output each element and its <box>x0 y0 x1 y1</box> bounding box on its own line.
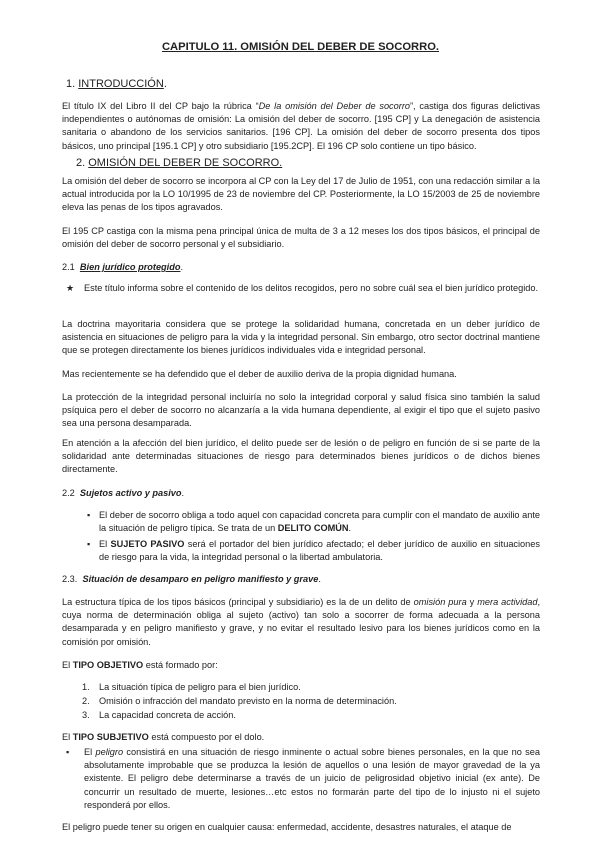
text-run: será el portador del bien jurídico afectado; el deber jurídico de auxilio en situaciones de riesgo para la vida, la integridad personal o la libertad ambulatoria. <box>99 539 540 563</box>
subsection-heading-2-1 <box>62 262 183 272</box>
list-item-text: La capacidad concreta de acción. <box>99 710 236 720</box>
paragraph-historia: La omisión del deber de socorro se incorpora al CP con la Ley del 17 de Julio de 1951, con una redacción similar a la actual introducida por la LO 10/1995 de 23 de noviembre del CP. Posteriormente, la LO 15/2003 de 25 de noviembre eleva las penas de los tipos agravados. <box>62 176 540 213</box>
list-number: 3. <box>82 710 90 720</box>
paragraph-doctrina: La doctrina mayoritaria considera que se protege la solidaridad humana, concretada en un deber jurídico de asistencia en situaciones de peligro para la vida y la integridad personal. Sin embargo, otro sector doctrinal mantiene que se protegen directamente los bienes jurídicos individuales vida e integridad personal. <box>62 319 540 356</box>
section-label: INTRODUCCIÓN <box>78 78 164 90</box>
text-run: La estructura típica de los tipos básicos (principal y subsidiario) es la de un delito de <box>62 597 414 607</box>
bold-run: DELITO COMÚN <box>277 523 349 534</box>
star-bullet-icon: ★ <box>66 283 75 293</box>
square-bullet-icon: ▪ <box>87 539 91 549</box>
list-item-text: Omisión o infracción del mandato previsto en la norma de determinación. <box>99 696 397 706</box>
subsection-label: Sujetos activo y pasivo <box>79 488 182 498</box>
subsection-number: 2.1 <box>62 262 75 272</box>
text-run: y <box>466 597 478 607</box>
italic-run: peligro <box>95 747 124 757</box>
paragraph-estructura <box>62 596 540 649</box>
text-run: El deber de socorro obliga a todo aquel con capacidad concreta para cumplir con el mandato de auxilio ante la situación de peligro típica. Se trata de un <box>99 510 540 534</box>
italic-run: mera actividad <box>477 597 538 607</box>
paragraph-integridad: La protección de la integridad personal incluiría no solo la integridad corporal y salud física sino también la salud psíquica pero el deber de socorro no alcanzaría a la vida humana dependiente, al exigir el tipo que el sujeto pasivo sea una persona desamparada. <box>62 392 540 429</box>
paragraph-tipo-subjetivo <box>62 731 540 744</box>
subsection-heading-2-3 <box>62 574 321 584</box>
subsection-label: Situación de desamparo en peligro manifiesto y grave <box>82 574 319 584</box>
text-run: está formado por: <box>143 660 218 670</box>
text-run: El <box>62 732 73 742</box>
text-run: El <box>99 539 111 549</box>
text-run: El <box>84 747 96 757</box>
subsection-heading-2-2 <box>62 488 184 498</box>
subsection-dot: . <box>318 574 321 584</box>
list-item <box>82 681 90 694</box>
text-run: El título IX del Libro II del CP bajo la rúbrica “ <box>62 101 259 111</box>
text-run: . <box>348 523 352 534</box>
list-item <box>82 709 90 722</box>
subsection-dot: . <box>181 488 185 498</box>
text-run: , cuya norma de determinación obliga al sujeto (activo) tan solo a socorrer de forma adecuada a la persona desamparada y en peligro manifiesto y grave, y no evitar el resultado lesivo para los bienes jurídicos como en la comisión por omisión. <box>62 597 541 647</box>
bullet-bien-juridico: Este título informa sobre el contenido de los delitos recogidos, pero no sobre cuál sea el bien jurídico protegido. <box>84 283 539 293</box>
italic-run: De la omisión del Deber de socorro <box>258 101 410 111</box>
bullet-peligro <box>84 746 540 812</box>
section-dot: . <box>163 78 167 90</box>
section-heading-omision <box>76 157 282 169</box>
paragraph-tipo-objetivo <box>62 659 540 672</box>
paragraph-afeccion: En atención a la afección del bien jurídico, el delito puede ser de lesión o de peligro en función de si se parte de la solidaridad ante determinadas situaciones de riesgo para determinados bienes jurídicos o de dichos bienes directamente. <box>62 438 540 475</box>
list-number: 2. <box>82 696 90 706</box>
square-bullet-icon: ▪ <box>87 510 91 520</box>
paragraph-intro <box>62 100 540 153</box>
subsection-label: Bien jurídico protegido <box>79 262 181 272</box>
section-label: OMISIÓN DEL DEBER DE SOCORRO. <box>88 157 283 169</box>
bold-run: TIPO OBJETIVO <box>72 660 144 670</box>
page-title: CAPITULO 11. OMISIÓN DEL DEBER DE SOCORRO. <box>161 41 440 53</box>
italic-run: omisión pura <box>413 597 467 607</box>
subsection-dot: . <box>180 262 184 272</box>
list-item-text: La situación típica de peligro para el bien jurídico. <box>99 682 301 692</box>
subsection-number: 2.3. <box>62 574 78 584</box>
text-run: está compuesto por el dolo. <box>148 732 265 742</box>
paragraph-origen-peligro: El peligro puede tener su origen en cualquier causa: enfermedad, accidente, desastres naturales, el ataque de <box>62 822 512 832</box>
section-heading-introduccion <box>66 78 167 90</box>
text-run: El <box>62 660 73 670</box>
bold-run: SUJETO PASIVO <box>110 539 185 549</box>
section-number: 2. <box>76 157 86 169</box>
text-run: ”, castiga dos figuras delictivas independientes o autónomas de omisión: La omisión del deber de socorro. [195 CP] y La denegación de asistencia sanitaria o abandono de los servicios sanitarios. [196 CP]. La omisión del deber de socorro presenta dos tipos básicos, uno principal [195.1 CP] y otro subsidiario [195.2CP]. El 196 CP solo contiene un tipo básico. <box>62 101 541 151</box>
square-bullet-icon: ▪ <box>66 747 70 757</box>
bullet-sujeto-activo <box>99 509 540 535</box>
section-number: 1. <box>66 78 76 90</box>
bold-run: TIPO SUBJETIVO <box>72 732 149 742</box>
bullet-sujeto-pasivo <box>99 538 540 564</box>
list-item <box>82 695 90 708</box>
paragraph-pena: El 195 CP castiga con la misma pena principal única de multa de 3 a 12 meses los dos tipos básicos, el principal de omisión del deber de socorro personal y el subsidiario. <box>62 226 540 250</box>
subsection-number: 2.2 <box>62 488 75 498</box>
list-number: 1. <box>82 682 90 692</box>
paragraph-dignidad: Mas recientemente se ha defendido que el deber de auxilio deriva de la propia dignidad humana. <box>62 369 457 379</box>
text-run: consistirá en una situación de riesgo inminente o actual sobre bienes personales, en la que no sea absolutamente improbable que se produzca la lesión de aquellos o una lesión de mayor gravedad de la ya existente. El peligro debe determinarse a través de un juicio de peligrosidad objetivo inicial (ex ante). De concurrir un resultado de muerte, lesiones…etc estos no formarán parte del tipo de lo injusto ni el sujeto responderá por ellos. <box>84 747 540 810</box>
